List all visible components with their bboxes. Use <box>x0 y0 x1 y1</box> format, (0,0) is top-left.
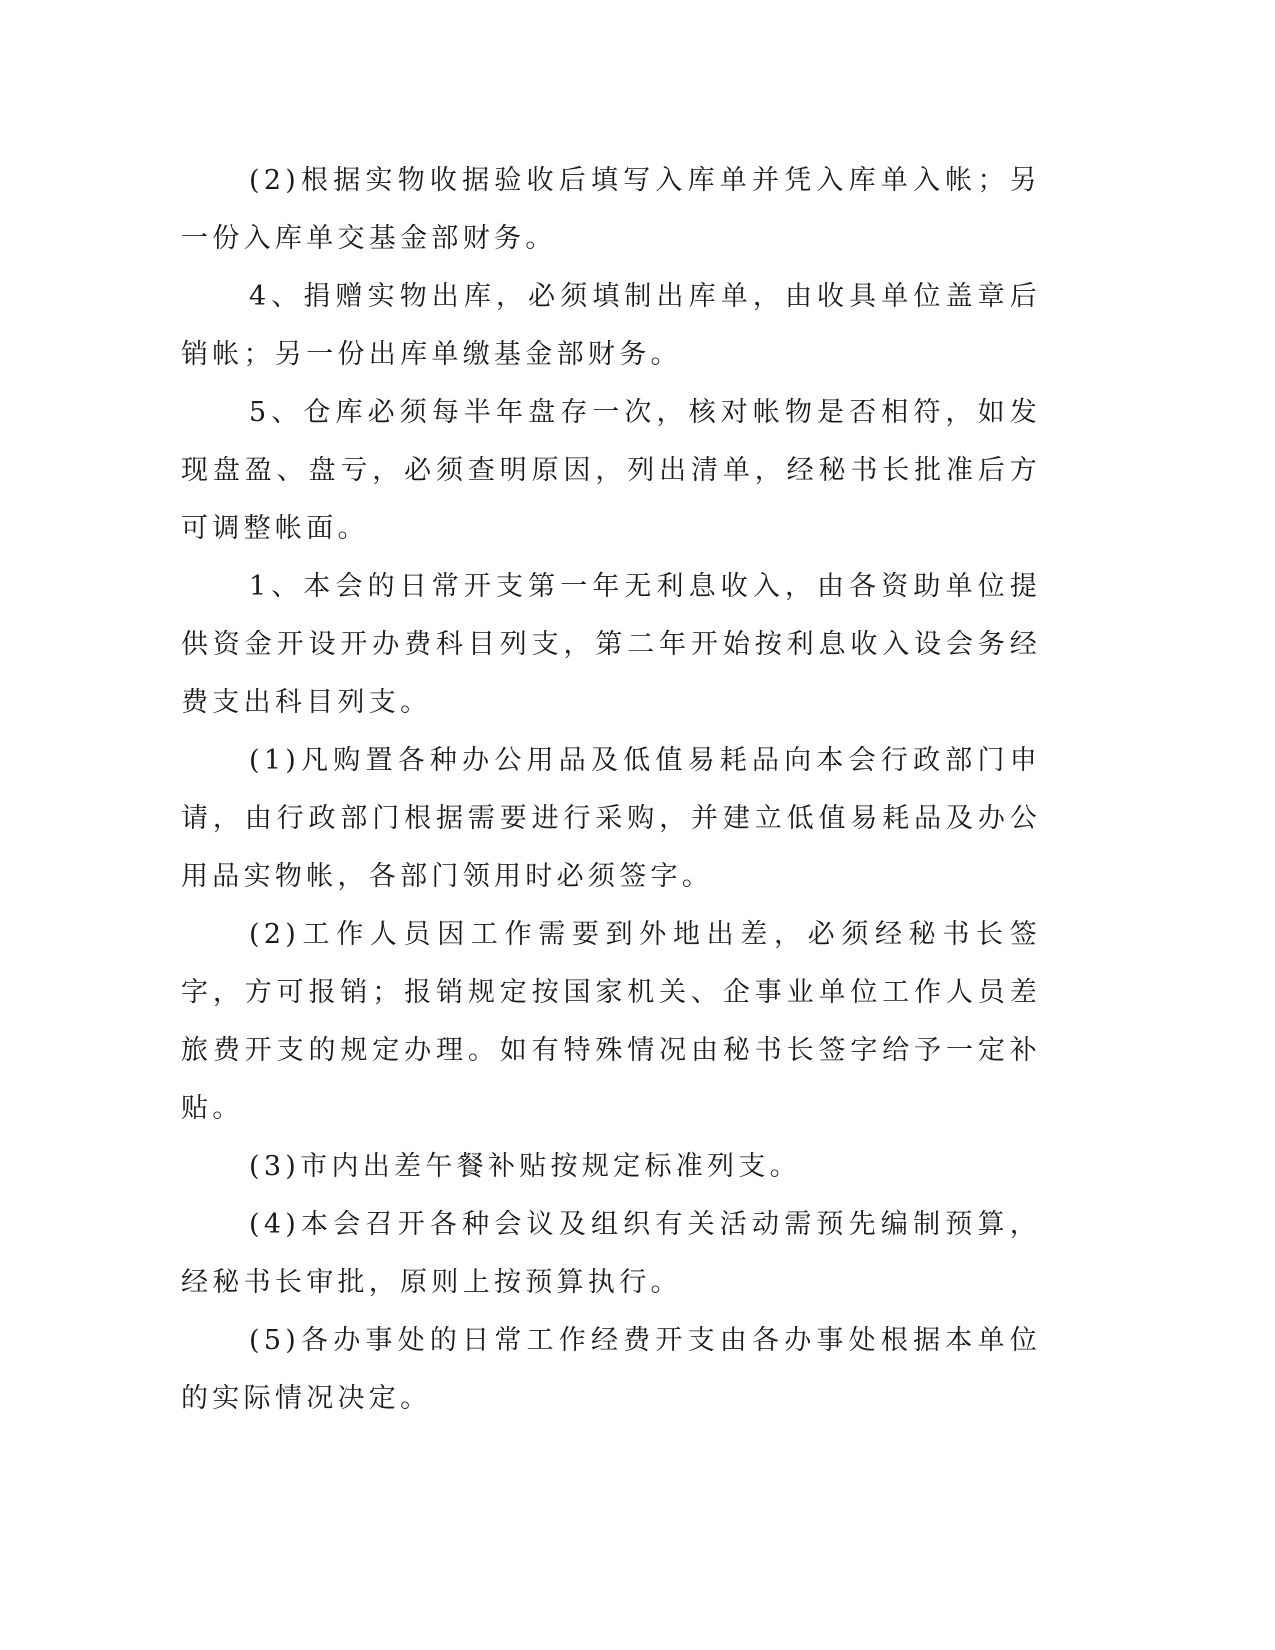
paragraph-donation-outbound: 4、捐赠实物出库，必须填制出库单，由收具单位盖章后销帐；另一份出库单缴基金部财务。 <box>181 281 1041 370</box>
paragraph-business-travel: (2)工作人员因工作需要到外地出差，必须经秘书长签字，方可报销；报销规定按国家机关、企事业单位工作人员差旅费开支的规定办理。如有特殊情况由秘书长签字给予一定补贴。 <box>181 919 1041 1124</box>
paragraph-office-supplies: (1)凡购置各种办公用品及低值易耗品向本会行政部门申请，由行政部门根据需要进行采购，并建立低值易耗品及办公用品实物帐，各部门领用时必须签字。 <box>181 745 1041 892</box>
paragraph-inventory-check: 5、仓库必须每半年盘存一次，核对帐物是否相符，如发现盘盈、盘亏，必须查明原因，列出清单，经秘书长批准后方可调整帐面。 <box>181 397 1041 544</box>
paragraph-lunch-allowance: (3)市内出差午餐补贴按规定标准列支。 <box>249 1151 801 1182</box>
document-body <box>181 152 1041 1428</box>
paragraph-office-funds: (5)各办事处的日常工作经费开支由各办事处根据本单位的实际情况决定。 <box>181 1325 1041 1414</box>
paragraph-daily-expenses: 1、本会的日常开支第一年无利息收入，由各资助单位提供资金开设开办费科目列支，第二年开始按利息收入设会务经费支出科目列支。 <box>181 571 1041 718</box>
paragraph-warehouse-receipt: (2)根据实物收据验收后填写入库单并凭入库单入帐；另一份入库单交基金部财务。 <box>181 165 1041 254</box>
paragraph-meeting-budget: (4)本会召开各种会议及组织有关活动需预先编制预算，经秘书长审批，原则上按预算执行。 <box>181 1209 1041 1298</box>
